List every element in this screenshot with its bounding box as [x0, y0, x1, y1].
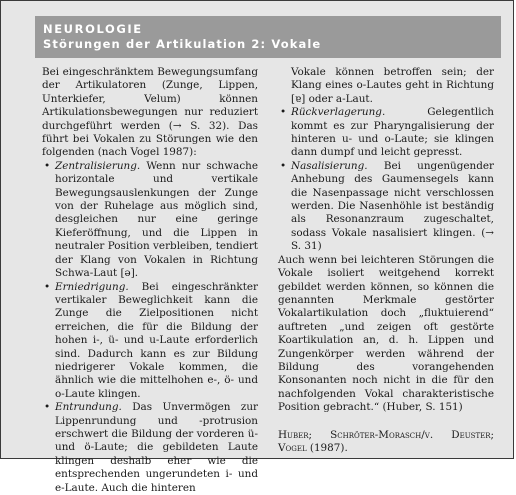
- left-column: [42, 66, 258, 495]
- bullet-icon: •: [280, 106, 287, 119]
- intro-paragraph: Bei eingeschränktem Bewegungsumfang der Artikulatoren (Zunge, Lippen, Unterkiefer, Velum) können Artikulationsbewegungen nur reduziert durchgeführt werden (→ S. 32). Das führt bei Vokalen zu Störungen wie den folgenden (nach Vogel 1987):: [42, 66, 258, 159]
- list-item-zentralisierung: [42, 160, 258, 281]
- list-item-erniedrigung: [42, 281, 258, 402]
- term: Nasalisierung.: [291, 159, 368, 172]
- term-description: Bei eingeschränkter vertikaler Beweglichkeit kann die Zunge die Zielpositionen nicht erreichen, die für die Bildung der hohen i-, ü- und u-Laute erforderlich sind. Dadurch kann es zur Bildung niedrigerer Vokale kommen, die ähnlich wie die mittelhohen e-, ö- und o-Laute klingen.: [55, 280, 258, 400]
- term-description: Gelegentlich kommt es zur Pharyngalisierung der hinteren u- und o-Laute; sie klingen dann dumpf und leicht gepresst.: [291, 106, 494, 159]
- term-description: Bei ungenügender Anhebung des Gaumensegels kann die Nasenpassage nicht verschlossen werden. Die Nasenhöhle ist beständig als Resonanzraum zugeschaltet, sodass Vokale nasalisiert klingen. (→ S. 31): [291, 159, 494, 253]
- list-item-nasalisierung: [278, 160, 494, 254]
- quote-paragraph: Auch wenn bei leichteren Störungen die Vokale isoliert weitgehend korrekt gebildet werden können, so können die genannten Merkmale gestörter Vokalartikulation doch „fluktuierend“ auftreten „und zeigen oft gestörte Koartikulation an, d. h. Lippen und Zungenkörper werden während der Bildung des vorangehenden Konsonanten noch nicht in die für den nachfolgenden Vokal charakteristische Position gebracht.“ (Huber, S. 151): [278, 253, 494, 414]
- list-item-entrundung: [42, 401, 258, 495]
- bullet-icon: •: [280, 159, 287, 172]
- term: Erniedrigung.: [55, 280, 129, 293]
- symptom-list-continued: [278, 106, 494, 253]
- list-item-rueckverlagerung: [278, 106, 494, 160]
- section-header: [35, 16, 501, 58]
- term: Zentralisierung.: [55, 159, 141, 172]
- term-description: Das Unvermögen zur Lippenrundung und -protrusion erschwert die Bildung der vorderen ü- und ö-Laute; die gebildeten Laute klingen deshalb eher wie die entsprechenden ungerundeten i- und e-Laute. Auch die hinteren: [55, 401, 258, 494]
- continued-paragraph: Vokale können betroffen sein; der Klang eines o-Lautes geht in Richtung [ɐ] oder a-Laut.: [291, 66, 494, 105]
- term-description: Wenn nur schwache horizontale und vertikale Bewegungsauslenkungen der Zunge von der Ruhelage aus möglich sind, desgleichen nur eine geringe Kieferöffnung, und die Lippen in neutraler Position verbleiben, tendiert der Klang von Vokalen in Richtung Schwa-Laut [ə].: [55, 159, 258, 280]
- bullet-icon: •: [44, 159, 51, 172]
- bullet-icon: •: [44, 280, 51, 293]
- term: Rückverlagerung.: [291, 106, 386, 119]
- term: Entrundung.: [55, 401, 122, 414]
- right-column: [278, 66, 494, 455]
- bullet-icon: •: [44, 401, 51, 414]
- header-kicker: NEUROLOGIE: [43, 22, 143, 36]
- references: Huber; Schröter-Morasch/v. Deuster; Vogel (1987).: [278, 428, 494, 454]
- header-title: Störungen der Artikulation 2: Vokale: [43, 37, 322, 51]
- symptom-list: [42, 160, 258, 495]
